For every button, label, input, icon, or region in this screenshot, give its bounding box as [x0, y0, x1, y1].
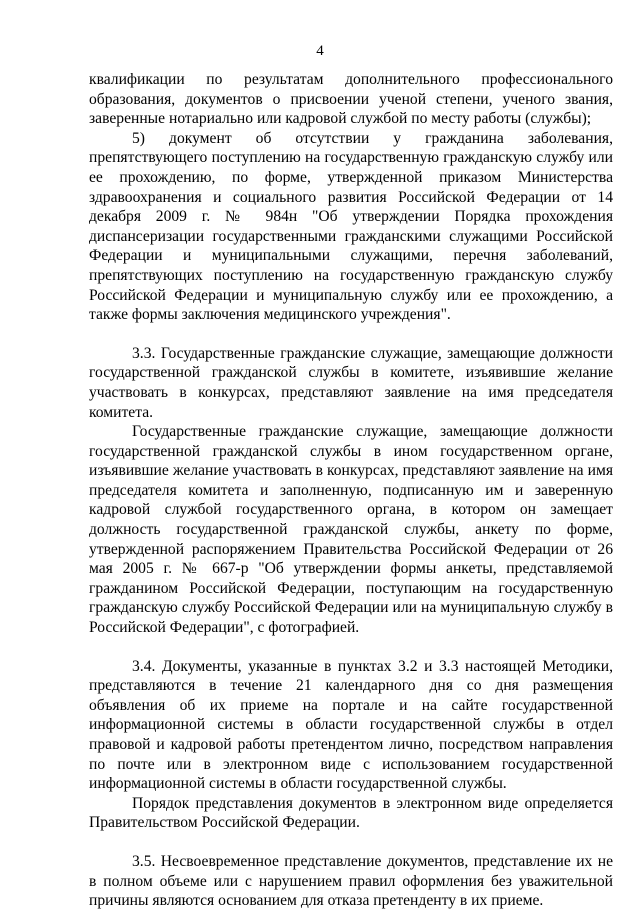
paragraph-item-5-medical-document: 5) документ об отсутствии у гражданина заболевания, препятствующего поступлению на государственную гражданскую службу или ее прохождению, по форме, утвержденной приказом Министерства здравоохранения и социального развития Российской Федерации от 14 декабря 2009 г. № 984н "Об утверждении Порядка прохождения диспансеризации государственными гражданскими служащими Российской Федерации и муниципальными служащими, перечня заболеваний, препятствующих поступлению на государственную гражданскую службу Российской Федерации и муниципальную службу или ее прохождению, а также формы заключения медицинского учреждения". [89, 129, 613, 324]
paragraph-section-3-3: 3.3. Государственные гражданские служащие, замещающие должности государственной гражданской службы в комитете, изъявившие желание участвовать в конкурсах, представляют заявление на имя председателя комитета. [89, 344, 613, 421]
page-number: 4 [316, 43, 324, 59]
paragraph-qualification-docs: квалификации по результатам дополнительного профессионального образования, документов о присвоении ученой степени, ученого звания, заверенные нотариально или кадровой службой по месту работы (службы); [89, 71, 613, 128]
document-body [89, 70, 613, 911]
paragraph-electronic-submission: Порядок представления документов в электронном виде определяется Правительством Российской Федерации. [89, 794, 613, 832]
paragraph-section-3-5: 3.5. Несвоевременное представление документов, представление их не в полном объеме или с нарушением правил оформления без уважительной причины являются основанием для отказа претенденту в их приеме. [89, 852, 613, 910]
paragraph-other-agency-employees: Государственные гражданские служащие, замещающие должности государственной гражданской службы в ином государственном органе, изъявившие желание участвовать в конкурсах, представляют заявление на имя председателя комитета и заполненную, подписанную им и заверенную кадровой службой государственного органа, в котором он замещает должность государственной гражданской службы, анкету по форме, утвержденной распоряжением Правительства Российской Федерации от 26 мая 2005 г. № 667-р "Об утверждении формы анкеты, представляемой гражданином Российской Федерации, поступающим на государственную гражданскую службу Российской Федерации или на муниципальную службу в Российской Федерации", с фотографией. [89, 423, 613, 637]
paragraph-section-3-4: 3.4. Документы, указанные в пунктах 3.2 и 3.3 настоящей Методики, представляются в течение 21 календарного дня со дня размещения объявления об их приеме на портале и на сайте государственной информационной системы в области государственной службы в отдел правовой и кадровой работы претендентом лично, посредством направления по почте или в электронном виде с использованием государственной информационной системы в области государственной службы. [89, 657, 613, 793]
